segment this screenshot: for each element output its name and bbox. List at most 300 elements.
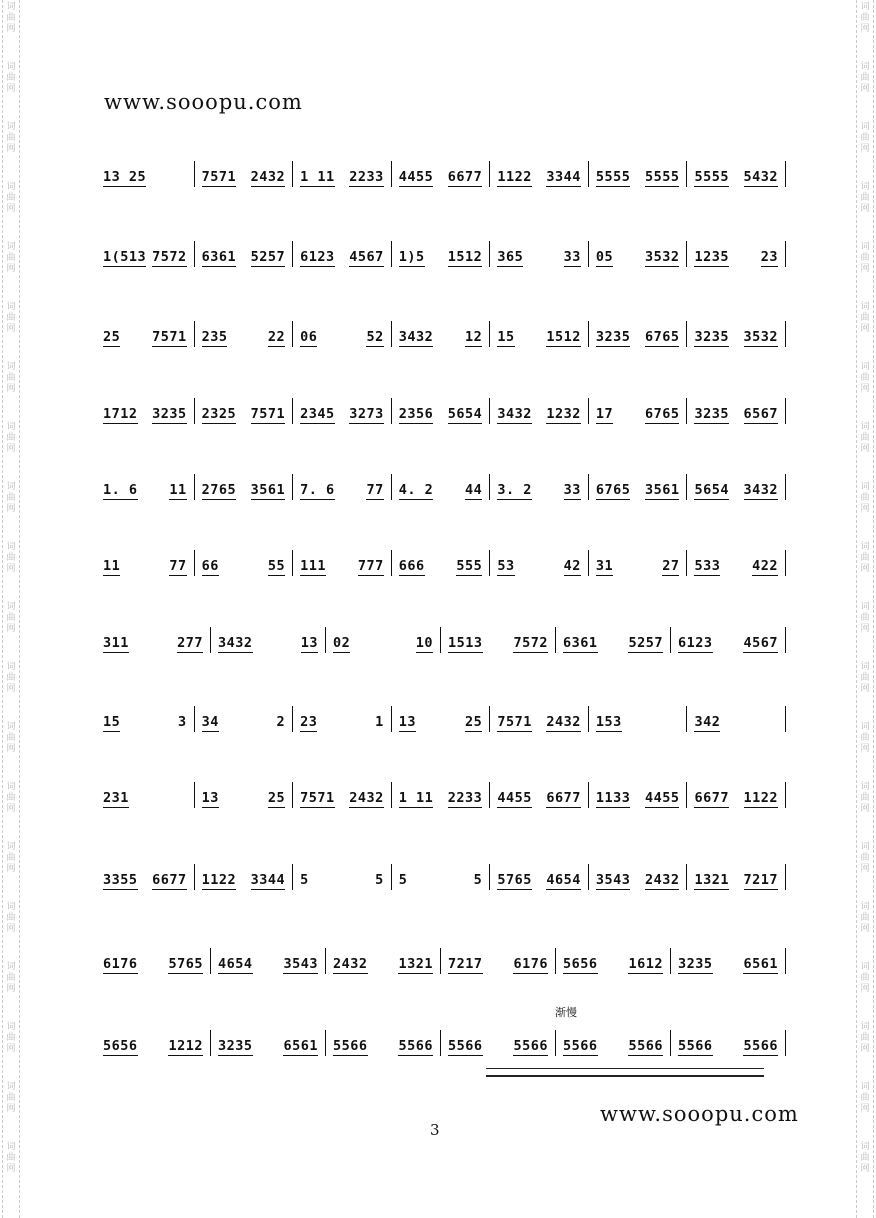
note-group: 5656 — [563, 956, 598, 972]
note-group: 1122 — [743, 790, 779, 806]
watermark-block — [4, 902, 18, 962]
watermark-char: 词 — [860, 842, 870, 852]
watermark-char: 曲 — [860, 493, 870, 503]
note-group: 7. 6 — [300, 482, 335, 498]
watermark-char: 网 — [6, 804, 16, 814]
measure — [325, 948, 440, 974]
note-group: 3561 — [644, 482, 680, 498]
note-group: 3532 — [743, 329, 779, 345]
watermark-char: 词 — [6, 62, 16, 72]
note-group: 22 — [267, 329, 286, 345]
end-rule-bottom — [486, 1075, 764, 1077]
watermark-block — [4, 242, 18, 302]
note-group: 3235 — [152, 406, 187, 422]
watermark-block — [4, 122, 18, 182]
watermark-char: 曲 — [6, 493, 16, 503]
note-group: 4654 — [218, 956, 253, 972]
measure — [489, 241, 588, 267]
score-line — [96, 782, 786, 808]
watermark-char: 曲 — [860, 673, 870, 683]
note-group: 3432 — [497, 406, 532, 422]
measure — [194, 321, 293, 347]
watermark-char: 词 — [860, 182, 870, 192]
measure — [194, 241, 293, 267]
watermark-block — [858, 122, 872, 182]
watermark-char: 词 — [860, 902, 870, 912]
note-group: 4455 — [644, 790, 680, 806]
note-group: 25 — [103, 329, 121, 345]
note-group: 7571 — [497, 714, 532, 730]
note-group: 5566 — [628, 1038, 663, 1054]
note-group: 2325 — [201, 406, 237, 422]
header-url: www.sooopu.com — [104, 90, 303, 114]
watermark-char: 曲 — [6, 133, 16, 143]
watermark-char: 词 — [6, 362, 16, 372]
watermark-block — [858, 842, 872, 902]
watermark-block — [4, 542, 18, 602]
measure — [489, 864, 588, 890]
watermark-char: 词 — [860, 1142, 870, 1152]
watermark-char: 网 — [860, 504, 870, 514]
note-group: 1133 — [595, 790, 631, 806]
note-group: 4654 — [546, 872, 581, 888]
watermark-char: 网 — [6, 924, 16, 934]
note-group: 2432 — [250, 169, 286, 185]
note-group: 1(513 — [103, 249, 147, 265]
measure — [292, 706, 391, 732]
note-group: 33 — [563, 482, 581, 498]
measure — [292, 161, 391, 187]
note-group: 1. 6 — [103, 482, 138, 498]
watermark-char: 曲 — [6, 733, 16, 743]
note-group: 5 — [375, 872, 384, 888]
note-group: 3235 — [678, 956, 713, 972]
note-group: 7572 — [513, 635, 548, 651]
watermark-char: 曲 — [6, 553, 16, 563]
watermark-char: 网 — [860, 1044, 870, 1054]
measure — [440, 948, 555, 974]
watermark-char: 词 — [860, 2, 870, 12]
watermark-block — [4, 2, 18, 62]
measure — [194, 550, 293, 576]
watermark-char: 词 — [860, 1082, 870, 1092]
measure — [440, 1030, 555, 1056]
watermark-char: 词 — [6, 962, 16, 972]
note-group: 6567 — [743, 406, 779, 422]
watermark-char: 曲 — [860, 613, 870, 623]
note-group: 777 — [357, 558, 384, 574]
note-group: 1 — [375, 714, 384, 730]
score-line — [96, 321, 786, 347]
watermark-block — [4, 782, 18, 842]
note-group: 311 — [103, 635, 129, 651]
measure — [96, 782, 194, 808]
watermark-char: 曲 — [6, 1093, 16, 1103]
measure — [670, 948, 786, 974]
note-group: 342 — [694, 714, 721, 730]
watermark-block — [858, 182, 872, 242]
watermark-char: 网 — [860, 804, 870, 814]
note-group: 3561 — [250, 482, 286, 498]
note-group: 5765 — [168, 956, 203, 972]
watermark-char: 网 — [6, 204, 16, 214]
note-group: 4567 — [743, 635, 778, 651]
measure — [489, 321, 588, 347]
measure — [96, 161, 194, 187]
left-watermark-strip — [2, 0, 20, 1218]
page-number: 3 — [430, 1121, 440, 1139]
measure — [588, 321, 687, 347]
watermark-char: 词 — [6, 1082, 16, 1092]
measure — [489, 398, 588, 424]
note-group: 31 — [595, 558, 614, 574]
watermark-char: 词 — [860, 62, 870, 72]
watermark-char: 网 — [6, 564, 16, 574]
note-group: 23 — [760, 249, 779, 265]
measure — [588, 706, 687, 732]
watermark-char: 网 — [6, 744, 16, 754]
watermark-block — [858, 542, 872, 602]
note-group: 3273 — [349, 406, 384, 422]
measure — [96, 864, 194, 890]
watermark-char: 曲 — [6, 973, 16, 983]
note-group: 5654 — [447, 406, 483, 422]
watermark-char: 网 — [860, 864, 870, 874]
watermark-char: 曲 — [6, 1033, 16, 1043]
watermark-block — [4, 662, 18, 722]
measure — [391, 474, 490, 500]
score-line — [96, 706, 786, 732]
note-group: 1712 — [103, 406, 138, 422]
note-group: 1512 — [546, 329, 581, 345]
note-group: 7572 — [152, 249, 187, 265]
score-line — [96, 1030, 786, 1056]
watermark-char: 词 — [860, 602, 870, 612]
note-group: 1513 — [448, 635, 483, 651]
note-group: 12 — [465, 329, 483, 345]
watermark-char: 曲 — [860, 133, 870, 143]
watermark-char: 曲 — [6, 313, 16, 323]
note-group: 3235 — [694, 406, 729, 422]
note-group: 33 — [563, 249, 581, 265]
note-group: 44 — [465, 482, 483, 498]
measure — [96, 1030, 210, 1056]
measure — [686, 550, 786, 576]
watermark-char: 曲 — [860, 853, 870, 863]
note-group: 13 — [300, 635, 318, 651]
note-group: 15 — [103, 714, 121, 730]
note-group: 77 — [366, 482, 384, 498]
watermark-block — [4, 362, 18, 422]
measure — [96, 321, 194, 347]
score-line — [96, 948, 786, 974]
note-group: 5566 — [513, 1038, 548, 1054]
measure — [292, 550, 391, 576]
score-line — [96, 161, 786, 187]
note-group: 231 — [103, 790, 129, 806]
measure — [194, 161, 293, 187]
note-group: 5566 — [398, 1038, 433, 1054]
note-group: 13 25 — [103, 169, 147, 185]
measure — [194, 706, 293, 732]
note-group: 1321 — [398, 956, 433, 972]
note-group: 6176 — [103, 956, 138, 972]
watermark-char: 词 — [6, 782, 16, 792]
measure — [391, 706, 490, 732]
measure — [588, 864, 687, 890]
measure — [686, 864, 786, 890]
note-group: 5 — [300, 872, 309, 888]
watermark-block — [4, 302, 18, 362]
watermark-block — [4, 602, 18, 662]
watermark-char: 网 — [6, 1164, 16, 1174]
watermark-char: 网 — [6, 864, 16, 874]
note-group: 7217 — [448, 956, 483, 972]
note-group: 05 — [595, 249, 614, 265]
measure — [686, 161, 786, 187]
note-group: 1232 — [546, 406, 581, 422]
note-group: 555 — [456, 558, 483, 574]
watermark-char: 词 — [6, 482, 16, 492]
note-group: 153 — [595, 714, 622, 730]
score-line — [96, 627, 786, 653]
note-group: 3432 — [218, 635, 253, 651]
watermark-char: 曲 — [860, 1093, 870, 1103]
watermark-char: 网 — [860, 684, 870, 694]
note-group: 66 — [201, 558, 219, 574]
measure — [96, 474, 194, 500]
watermark-char: 词 — [6, 602, 16, 612]
measure — [292, 782, 391, 808]
watermark-char: 网 — [6, 324, 16, 334]
right-watermark-strip — [856, 0, 874, 1218]
watermark-char: 曲 — [860, 1033, 870, 1043]
watermark-block — [858, 662, 872, 722]
watermark-char: 曲 — [860, 913, 870, 923]
note-group: 06 — [300, 329, 318, 345]
watermark-block — [4, 1022, 18, 1082]
watermark-char: 网 — [6, 24, 16, 34]
note-group: 4567 — [349, 249, 384, 265]
measure — [210, 627, 325, 653]
watermark-char: 网 — [6, 444, 16, 454]
watermark-char: 词 — [6, 122, 16, 132]
watermark-block — [858, 1022, 872, 1082]
note-group: 11 — [169, 482, 187, 498]
note-group: 5654 — [694, 482, 729, 498]
watermark-char: 网 — [860, 1164, 870, 1174]
measure — [194, 864, 293, 890]
measure — [440, 627, 555, 653]
note-group: 2432 — [644, 872, 680, 888]
note-group: 4455 — [398, 169, 434, 185]
note-group: 1)5 — [398, 249, 425, 265]
note-group: 7571 — [201, 169, 237, 185]
measure — [686, 706, 786, 732]
note-group: 77 — [169, 558, 187, 574]
watermark-char: 网 — [6, 984, 16, 994]
note-group: 1235 — [694, 249, 729, 265]
note-group: 6765 — [644, 406, 680, 422]
note-group: 5257 — [628, 635, 663, 651]
watermark-char: 曲 — [860, 973, 870, 983]
measure — [555, 627, 670, 653]
watermark-char: 词 — [6, 242, 16, 252]
measure — [210, 948, 325, 974]
watermark-char: 曲 — [860, 793, 870, 803]
watermark-char: 词 — [6, 842, 16, 852]
watermark-char: 曲 — [860, 253, 870, 263]
measure — [588, 550, 687, 576]
note-group: 1612 — [628, 956, 663, 972]
watermark-char: 词 — [6, 2, 16, 12]
measure — [670, 1030, 786, 1056]
note-group: 13 — [398, 714, 416, 730]
note-group: 2 — [276, 714, 286, 730]
note-group: 2432 — [546, 714, 581, 730]
watermark-char: 词 — [860, 782, 870, 792]
measure — [292, 321, 391, 347]
measure — [588, 161, 687, 187]
watermark-char: 曲 — [6, 73, 16, 83]
watermark-block — [858, 422, 872, 482]
note-group: 6677 — [546, 790, 581, 806]
note-group: 7217 — [743, 872, 779, 888]
measure — [292, 241, 391, 267]
note-group: 2432 — [333, 956, 368, 972]
measure — [489, 474, 588, 500]
note-group: 2356 — [398, 406, 434, 422]
note-group: 7571 — [300, 790, 335, 806]
watermark-block — [858, 602, 872, 662]
watermark-block — [4, 482, 18, 542]
watermark-char: 曲 — [860, 193, 870, 203]
watermark-block — [4, 62, 18, 122]
note-group: 10 — [415, 635, 433, 651]
watermark-block — [858, 302, 872, 362]
watermark-char: 词 — [860, 362, 870, 372]
watermark-char: 词 — [860, 662, 870, 672]
watermark-char: 词 — [6, 422, 16, 432]
watermark-char: 词 — [860, 542, 870, 552]
note-group: 4455 — [497, 790, 532, 806]
note-group: 5555 — [694, 169, 729, 185]
note-group: 111 — [300, 558, 327, 574]
note-group: 6677 — [152, 872, 187, 888]
measure — [96, 398, 194, 424]
measure — [686, 398, 786, 424]
measure — [686, 474, 786, 500]
watermark-char: 网 — [860, 264, 870, 274]
measure — [292, 864, 391, 890]
score-line — [96, 474, 786, 500]
watermark-char: 词 — [860, 1022, 870, 1032]
note-group: 1122 — [201, 872, 237, 888]
measure — [391, 398, 490, 424]
note-group: 3235 — [218, 1038, 253, 1054]
note-group: 5566 — [333, 1038, 368, 1054]
watermark-char: 词 — [6, 542, 16, 552]
watermark-char: 网 — [6, 624, 16, 634]
measure — [292, 474, 391, 500]
measure — [391, 782, 490, 808]
note-group: 1321 — [694, 872, 729, 888]
watermark-char: 曲 — [860, 1153, 870, 1163]
measure — [686, 241, 786, 267]
note-group: 666 — [398, 558, 425, 574]
watermark-char: 词 — [860, 962, 870, 972]
note-group: 2233 — [447, 790, 483, 806]
watermark-char: 网 — [860, 744, 870, 754]
note-group: 34 — [201, 714, 219, 730]
watermark-char: 词 — [6, 182, 16, 192]
note-group: 6176 — [513, 956, 548, 972]
measure — [391, 161, 490, 187]
measure — [96, 241, 194, 267]
watermark-char: 曲 — [6, 673, 16, 683]
watermark-char: 曲 — [860, 733, 870, 743]
note-group: 6677 — [694, 790, 729, 806]
note-group: 6561 — [283, 1038, 318, 1054]
note-group: 6765 — [595, 482, 631, 498]
note-group: 55 — [267, 558, 286, 574]
watermark-char: 曲 — [6, 613, 16, 623]
note-group: 1212 — [168, 1038, 203, 1054]
note-group: 533 — [694, 558, 721, 574]
measure — [325, 1030, 440, 1056]
watermark-char: 网 — [860, 324, 870, 334]
measure — [489, 550, 588, 576]
footer-url: www.sooopu.com — [600, 1102, 799, 1126]
note-group: 4. 2 — [398, 482, 434, 498]
measure — [555, 948, 670, 974]
note-group: 5765 — [497, 872, 532, 888]
note-group: 23 — [300, 714, 318, 730]
note-group: 2432 — [349, 790, 384, 806]
watermark-block — [858, 242, 872, 302]
watermark-char: 网 — [860, 204, 870, 214]
measure — [489, 782, 588, 808]
note-group: 13 — [201, 790, 219, 806]
note-group: 5566 — [678, 1038, 713, 1054]
note-group: 3235 — [694, 329, 729, 345]
watermark-char: 词 — [6, 1142, 16, 1152]
note-group: 2345 — [300, 406, 335, 422]
watermark-char: 网 — [860, 444, 870, 454]
note-group: 25 — [267, 790, 286, 806]
measure — [194, 398, 293, 424]
watermark-char: 网 — [6, 264, 16, 274]
note-group: 3532 — [644, 249, 680, 265]
note-group: 5566 — [448, 1038, 483, 1054]
note-group: 5432 — [743, 169, 779, 185]
watermark-block — [4, 1142, 18, 1202]
watermark-block — [858, 722, 872, 782]
watermark-block — [4, 962, 18, 1022]
note-group: 3344 — [250, 872, 286, 888]
watermark-char: 网 — [6, 684, 16, 694]
measure — [194, 782, 293, 808]
note-group: 3. 2 — [497, 482, 532, 498]
measure — [391, 241, 490, 267]
watermark-char: 网 — [860, 924, 870, 934]
watermark-char: 曲 — [860, 13, 870, 23]
measure — [292, 398, 391, 424]
note-group: 3432 — [743, 482, 779, 498]
note-group: 27 — [662, 558, 680, 574]
measure — [588, 782, 687, 808]
note-group: 17 — [595, 406, 614, 422]
